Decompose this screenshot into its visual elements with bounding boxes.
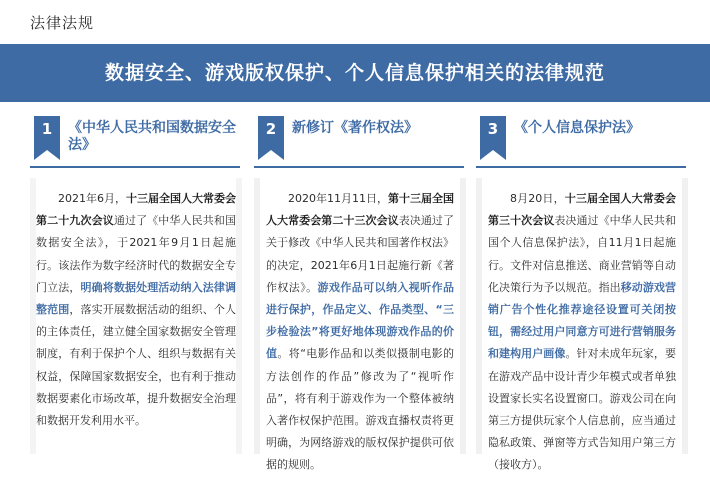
number-label: 1	[41, 120, 53, 138]
divider	[476, 166, 686, 168]
column-body	[30, 178, 242, 454]
number-label: 3	[487, 120, 499, 138]
column-body	[254, 178, 466, 472]
body-highlight-text: 移动游戏营销广告个性化推荐途径设置可关闭按钮，需经过用户同意方可进行营销服务和建构用户画像	[488, 280, 676, 361]
body-bold-text: 十三届全国人大常委会第二十九次会议	[36, 192, 236, 228]
divider	[30, 166, 240, 168]
page-title: 数据安全、游戏版权保护、个人信息保护相关的法律规范	[104, 62, 605, 84]
body-bold-text: 十三届全国人大常委会第三十次会议	[488, 192, 677, 228]
column-body	[476, 178, 688, 472]
body-text: 8月20日，	[510, 192, 565, 205]
law-column-data-security	[30, 112, 242, 428]
number-tag	[258, 116, 284, 160]
number-label: 2	[265, 120, 277, 138]
body-highlight-text: 游戏作品可以纳入视听作品进行保护，作品定义、作品类型、“三步检验法”将更好地体现游戏作品的价值	[266, 280, 454, 361]
law-column-personal-info	[476, 112, 688, 472]
body-text: 表决通过了关于修改《中华人民共和国著作权法》的决定，2021年6月1日起施行新《著作权法》。	[266, 214, 454, 294]
law-column-copyright	[254, 112, 466, 472]
column-header	[254, 112, 466, 168]
body-text: 通过了《中华人民共和国数据安全法》，于2021年9月1日起施行。该法作为数字经济时代的数据安全专门立法，	[36, 214, 237, 294]
divider	[254, 166, 464, 168]
number-tag	[480, 116, 506, 160]
body-text: 表决通过《中华人民共和国个人信息保护法》，自11月1日起施行。文件对信息推送、商业营销等自动化决策行为予以规范。指出	[488, 214, 676, 294]
column-header	[476, 112, 688, 168]
number-tag	[34, 116, 60, 160]
body-text: ，落实开展数据活动的组织、个人的主体责任，建立健全国家数据安全管理制度，有利于保护个人、组织与数据有关权益，保障国家数据安全，也有利于推动数据要素化市场改革，提升数据安全治理和数据开发利用水平。	[36, 303, 237, 428]
body-text: 。将“电影作品和以类似摄制电影的方法创作的作品”修改为了“视听作品”，将有利于游戏作为一个整体被纳入著作权保护范围。游戏直播权责将更明确，为网络游戏的版权保护提供可依据的规则。	[266, 347, 455, 472]
section-label: 法律法规	[30, 14, 95, 32]
column-title: 《中华人民共和国数据安全法》	[68, 120, 236, 153]
title-banner	[0, 44, 710, 102]
body-text: 。针对未成年玩家，要在游戏产品中设计青少年模式或者单独设置家长实名设置窗口。游戏公司在向第三方提供玩家个人信息前，应当通过隐私政策、弹窗等方式告知用户第三方（接收方）。	[488, 347, 676, 472]
body-text: 2021年6月，	[58, 192, 126, 205]
body-bold-text: 第十三届全国人大常委会第二十三次会议	[266, 192, 454, 228]
body-text: 2020年11月11日，	[288, 192, 388, 205]
column-title: 新修订《著作权法》	[292, 120, 418, 136]
body-highlight-text: 明确将数据处理活动纳入法律调整范围	[36, 280, 237, 317]
column-header	[30, 112, 242, 168]
column-title: 《个人信息保护法》	[514, 120, 640, 136]
